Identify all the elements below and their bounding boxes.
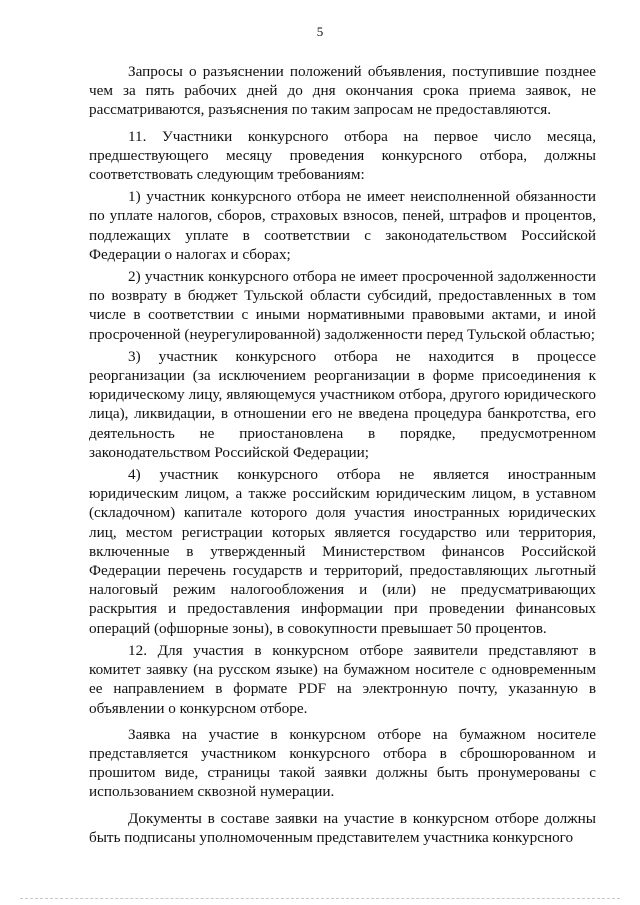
paragraph-requirement-1: 1) участник конкурсного отбора не имеет неисполненной обязанности по уплате налогов, сборов, страховых взносов, пеней, штрафов и процентов, подлежащих уплате в соответствии с законодательством Российской Федерации о налогах и сборах; xyxy=(89,188,596,263)
paragraph-clause-11: 11. Участники конкурсного отбора на первое число месяца, предшествующего месяцу проведения конкурсного отбора, должны соответствовать следующим требованиям: xyxy=(89,127,596,184)
paragraph-clause-12: 12. Для участия в конкурсном отборе заявители представляют в комитет заявку (на русском языке) на бумажном носителе с одновременным ее направлением в формате PDF на электронную почту, указанную в объявлении о конкурсном отборе. xyxy=(89,641,596,717)
scan-edge-line xyxy=(20,897,620,899)
document-body xyxy=(89,62,596,847)
paragraph-requirement-4: 4) участник конкурсного отбора не является иностранным юридическим лицом, а также российским юридическим лицом, в уставном (складочном) капитале которого доля участия иностранных юридических лиц, местом регистрации которых является государство или территория, включенные в утвержденный Министерством финансов Российской Федерации перечень государств и территорий, предоставляющих льготный налоговый режим налогообложения и (или) не предусматривающих раскрытия и предоставления информации при проведении финансовых операций (офшорные зоны), в совокупности превышает 50 процентов. xyxy=(89,466,596,637)
paragraph-requirement-2: 2) участник конкурсного отбора не имеет просроченной задолженности по возврату в бюджет Тульской области субсидий, предоставленных в том числе в соответствии с иными нормативными правовыми актами, и иной просроченной (неурегулированной) задолженности перед Тульской областью; xyxy=(89,268,596,343)
paragraph-paper-application: Заявка на участие в конкурсном отборе на бумажном носителе представляется участником конкурсного отбора в сброшюрованном и прошитом виде, страницы такой заявки должны быть пронумерованы с использованием сквозной нумерации. xyxy=(89,725,596,801)
paragraph-documents-signature: Документы в составе заявки на участие в конкурсном отборе должны быть подписаны уполномоченным представителем участника конкурсного xyxy=(89,809,596,846)
page-number: 5 xyxy=(316,24,324,39)
paragraph-clarification-requests: Запросы о разъяснении положений объявления, поступившие позднее чем за пять рабочих дней до дня окончания срока приема заявок, не рассматриваются, разъяснения по таким запросам не предоставляются. xyxy=(89,63,596,119)
paragraph-requirement-3: 3) участник конкурсного отбора не находится в процессе реорганизации (за исключением реорганизации в форме присоединения к юридическому лицу, являющемуся участником отбора, другого юридического лица), ликвидации, в отношении его не введена процедура банкротства, его деятельность не приостановлена в порядке, предусмотренном законодательством Российской Федерации; xyxy=(89,347,596,461)
